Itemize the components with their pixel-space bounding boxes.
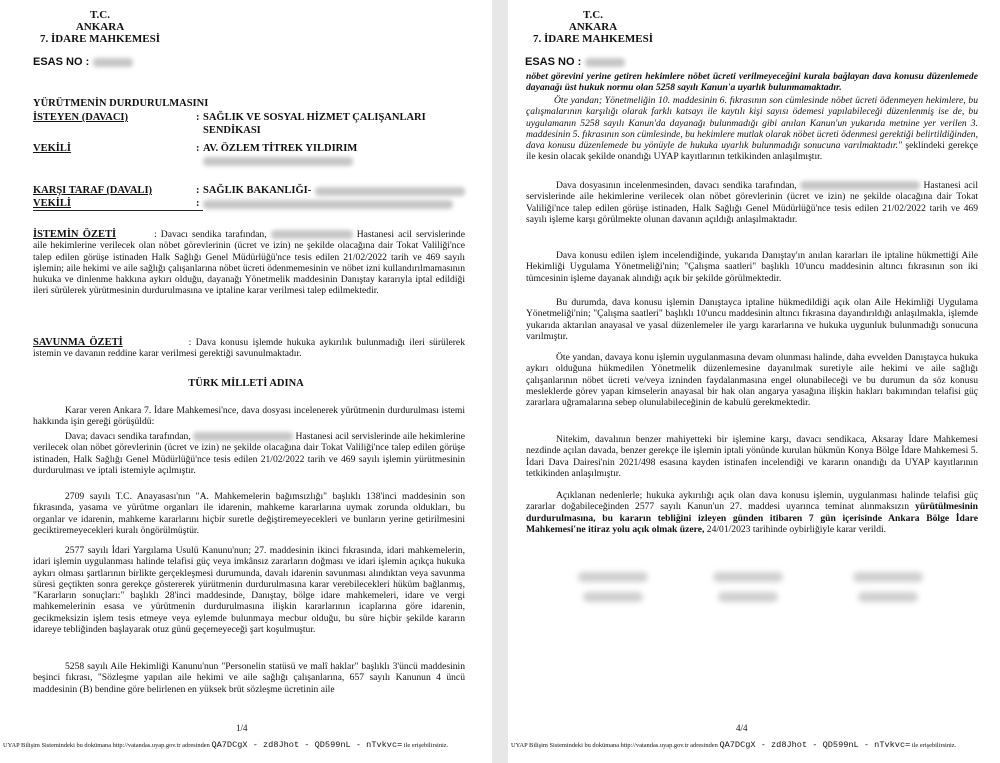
istem-text-rest: acil servislerinde aile hekimlerine verilecek olan nöbet görevlerinin (ücret ve izin) ne şekilde olacağına dair Tokat Valiliği'nce talep edilen görüşe istinaden Halk Sağlığı Genel Müdürlüğü'nce tesis edilen 21/02/2022 tarih ve 469 sayılı işlemin; aile hekimi ve aile sağlığı çalışanlarına nöbet ücreti ödenmemesinin ve nöbet izni kullandırılmamasının hukuka ve dinlenme hakkına aykırı olduğu, dayanağı Yönetmelik maddesinin Danıştay kararıyla iptal edildiği ileri sürülerek yürütmesinin durdurulmasına ve iptaline karar verilmesi talep edilmektedir.: [33, 229, 465, 297]
party-underline: [33, 210, 203, 211]
header-city: ANKARA: [75, 21, 125, 33]
p4-para-1-redacted: [800, 181, 920, 190]
header-court: 7. İDARE MAHKEMESİ: [39, 33, 161, 45]
esas-no-label: ESAS NO :: [33, 56, 90, 68]
p4-para-1a: Dava dosyasının incelenmesinden, davacı sendika tarafından,: [556, 180, 797, 191]
p4-para-1: [526, 180, 978, 225]
p4-para-5: Nitekim, davalının benzer mahiyetteki bir işlemine karşı, davacı sendikaca, Aksaray İdare Mahkemesi nezdinde açılan davada, benzer gerekçe ile işlemin iptali yönünde kurulan hükmün Konya Bölge İdare Mahkemesi 5. İdari Dava Dairesi'nin 2021/498 esasına kayden istinafen incelendiği ve kararın onandığı da UYAP kayıtlarının tetkikinden anlaşılmıştır.: [526, 434, 978, 479]
savunma-ozeti: [33, 337, 465, 360]
p4-para-6c: 24/01/2023 tarihinde oybirliğiyle karar verildi.: [706, 523, 887, 535]
p1-para-2b: Hastanesi acil servislerinde aile: [295, 431, 417, 442]
quote-tail: şeklindeki gerekçe ile kesin olacak şekilde onandığı UYAP kayıtlarının tetkikinden anlaşılmıştır.: [526, 140, 978, 163]
plaintiff-value-2: SENDİKASI: [203, 125, 261, 136]
p4-para-4: Öte yandan, davaya konu işlemin uygulanmasına devam olunması halinde, daha evvelden Danıştayca hukuka aykırı olduğuna hükmedilen Yönetmelik düzenlemesine dayanılmak suretiyle aile hekimi ve aile sağlığı çalışanlarının nöbet ücreti ve/veya izninden faydalanmasına engel olunabileceği ve bu durumun da söz konusu mesleklerde görev yapan kimselerin anayasal bir hak olan angarya yasağına ilişkin hakları bakımından telafisi güç zararlara uğramalarına sebep olunulabileceğinin de kabulü gerekmektedir.: [526, 352, 978, 409]
header-tc: T.C.: [583, 9, 603, 21]
header-block: [30, 9, 170, 45]
document-page-4: [508, 0, 1000, 763]
p4-para-1-rest: Hastanesi acil servislerinde aile hekimlerine verilecek olan nöbet görevlerinin (ücret ve izin) ne şekilde olacağına dair Tokat Valiliği'nce talep edilen görüşe istinaden, Halk Sağlığı Genel Müdürlüğü'nce tesis edilen 21/02/2022 tarih ve 469 sayılı işleme karşı görülmekte olunan davanın açıldığı anlaşılmaktadır.: [526, 180, 978, 225]
defendant-address-redacted: [315, 187, 465, 196]
esas-no-label: ESAS NO :: [525, 56, 582, 68]
p1-para-2-rest: hekimlerine verilecek olan nöbet görevlerinin (ücret ve izin) ne şekilde olacağına dair Tokat Valiliği'nce talep edilen görüşe istinaden, Halk Sağlığı Genel Müdürlüğü'nce tesis edilen 21/02/2022 tarih ve 469 sayılı işlemin yürütmesinin durdurulması ve iptali istemiyle açılmıştır.: [33, 431, 465, 476]
p1-para-1: Karar veren Ankara 7. İdare Mahkemesi'nce, dava dosyası incelenerek yürütmenin durdurulması istemi hakkında işin gereği görüşüldü:: [33, 405, 465, 428]
esas-no-redacted: [93, 58, 133, 67]
p1-para-2: [33, 431, 465, 476]
p4-para-6: [526, 490, 978, 535]
esas-no-redacted: [585, 58, 625, 67]
p1-para-4: 2577 sayılı İdari Yargılama Usulü Kanunu'nun; 27. maddesinin ikinci fıkrasında, idari mahkemelerin, idari işlemin uygulanması halinde telafisi güç veya imkânsız zararların doğması ve idari işlemin açıkça hukuka aykırı olması şartlarının birlikte gerçekleşmesi durumunda, davalı idarenin savunması alındıktan veya savunma süresi geçtikten sonra gerekçe göstererek yürütmenin durdurulmasına karar verebilecekleri hüküm bağlanmış, "Kararların sonuçları:" başlıklı 28'inci maddesinde, Danıştay, bölge idare mahkemeleri, idare ve vergi mahkemelerinin esasa ve yürütmenin durdurulmasına ilişkin kararlarının icaplarına göre idarenin, gecikmeksizin işlem tesis etmeye veya eylemde bulunmaya mecbur olduğu, bu süre hiçbir şekilde kararın idareye tebliğinden başlayarak otuz günü geçemeyeceği şart koşulmuştur.: [33, 545, 465, 636]
p4-para-6a: Açıklanan nedenlerle; hukuka aykırılığı açık olan dava konusu işlemin, uygulanması halinde telafisi güç zararlar doğabileceğinden 2577 sayılı Kanun'un 27. maddesi uyarınca teminat alınmaksızın: [526, 490, 978, 513]
p1-para-2a: Dava; davacı sendika tarafından,: [65, 431, 191, 442]
signature-redacted: [853, 572, 923, 582]
savunma-label: SAVUNMA ÖZETİ: [33, 337, 123, 348]
signature-redacted: [578, 572, 648, 582]
defendant-label: KARŞI TARAF (DAVALI): [33, 185, 153, 196]
signature-redacted: [718, 592, 778, 602]
plaintiff-value-1: SAĞLIK VE SOSYAL HİZMET ÇALIŞANLARI: [203, 112, 426, 123]
savunma-text: : Dava konusu işlemde hukuka aykırılık bulunmadığı ileri sürülerek istemin ve davanın reddine karar verilmesi gerektiği savunulmaktadır.: [33, 337, 465, 360]
lawyer-value: AV. ÖZLEM TİTREK YILDIRIM: [203, 143, 358, 154]
lawyer-label: VEKİLİ: [33, 143, 71, 154]
def-lawyer-colon: :: [196, 198, 200, 209]
footer-text: UYAP Bilişim Sistemindeki bu dokümana http://vatandas.uyap.gov.tr adresinden: [511, 742, 718, 749]
uyap-footer: [511, 740, 997, 750]
istem-ozeti: [33, 229, 465, 297]
p1-para-3: 2709 sayılı T.C. Anayasası'nın "A. Mahkemelerin bağımsızlığı" başlıklı 138'inci maddesinin son fıkrasında, yasama ve yürütme organları ile idarenin, mahkeme kararlarına uymak zorunda oldukları, bu organlar ve idarenin, mahkeme kararlarını hiçbir suretle değiştiremeyecekleri ve bunların yerine getirilmesini geciktiremeyecekleri kuralı öngörülmüştür.: [33, 491, 465, 536]
p4-para-3: Bu durumda, dava konusu işlemin Danıştayca iptaline hükmedildiği açık olan Aile Hekimliği Uygulama Yönetmeliği'nin; "Çalışma saatleri" başlıklı 10'uncu maddesinin altıncı fıkrasına dayandırıldığı anlaşılmakla, işlemde yukarıda aktarılan anayasal ve yasal düzenlemeler ile yargı kararlarına ve hukuka uygunluk bulunmadığı sonucuna varılmıştır.: [526, 297, 978, 342]
istem-label: İSTEMİN ÖZETİ: [33, 229, 117, 240]
signature-redacted: [858, 592, 918, 602]
footer-code: QA7DCgX - zd8Jhot - QD599nL - nTvkvc=: [211, 740, 403, 750]
plaintiff-label: İSTEYEN (DAVACI): [33, 112, 129, 123]
p1-para-5: 5258 sayılı Aile Hekimliği Kanunu'nun "Personelin statüsü ve malî haklar" başlıklı 3'üncü maddesinin beşinci fıkrası, "Sözleşme yapılan aile hekimi ve aile sağlığı çalışanlarına, 657 sayılı Kanunun 4 üncü maddesinin (B) bendine göre belirlenen en yüksek brüt sözleşme ücretinin aile: [33, 661, 465, 695]
p1-para-2-redacted: [193, 432, 293, 441]
page-number: 1/4: [236, 723, 248, 733]
quote-top: nöbet görevini yerine getiren hekimlere nöbet ücreti verilmeyeceğini kurala bağlayan dava konusu düzenlemede dayanağı üst hukuk normu olan 5258 sayılı Kanun'a uyarlık bulunmamaktadır.: [526, 71, 978, 94]
section-title: TÜRK MİLLETİ ADINA: [188, 378, 304, 389]
quote-body: Öte yandan; Yönetmeliğin 10. maddesinin 6. fıkrasının son cümlesinde nöbet ücreti ödenmeyen hekimlere, bu çalışmalarının karşılığı olarak farklı katsayı ile kaytılı kişi sayısı ödemesi yapılabileceği düzenlenmiş ise de, bu uygulamanın 5258 sayılı Kanun'da dayanağı bulunmadığı gibi anılan Kanun'un yukarıda metnine yer verilen 3. maddesinin 5. fıkrasının son cümlesinde, bu hekimlere mutlak olarak nöbet ücreti ödenmesi gerektiği belirtildiğinden, dava konusu düzenlemede bu yönüyle de hukuka uyarlık bulunmadığı sonucuna varılmaktadır.": [526, 95, 978, 152]
p4-para-6b: yürütülmesinin durdurulmasına, bu kararın tebliğini izleyen günden itibaren 7 gün içerisinde Ankara Bölge İdare Mahkemesi'ne itiraz yolu açık olmak üzere,: [526, 501, 978, 535]
plaintiff-colon: :: [196, 112, 200, 123]
quote-paragraph: [526, 95, 978, 163]
istem-text-b: Hastanesi: [356, 229, 395, 240]
page-number: 4/4: [736, 723, 748, 733]
defendant-colon: :: [196, 185, 200, 196]
document-page-1: [0, 0, 492, 763]
footer-code: QA7DCgX - zd8Jhot - QD599nL - nTvkvc=: [719, 740, 911, 750]
header-block: [523, 9, 663, 45]
footer-end: ile erişebilirsiniz.: [911, 742, 957, 749]
footer-end: ile erişebilirsiniz.: [403, 742, 449, 749]
defendant-value: SAĞLIK BAKANLIĞI-: [203, 185, 312, 196]
lawyer-address-redacted: [203, 157, 353, 166]
istem-hospital-redacted: [271, 230, 353, 239]
header-tc: T.C.: [90, 9, 110, 21]
header-city: ANKARA: [568, 21, 618, 33]
p4-para-2: Dava konusu edilen işlem incelendiğinde, yukarıda Danıştay'ın anılan kararları ile iptaline hükmettiği Aile Hekimliği Uygulama Yönetmeliği'nin; "Çalışma saatleri" başlıklı 10'uncu maddesinin altıncı fıkrasının son iki tümcesinin işleme dayanak alındığı açık bir şekilde görülmektedir.: [526, 250, 978, 284]
lawyer-colon: :: [196, 143, 200, 154]
signature-redacted: [713, 572, 783, 582]
uyap-footer: [3, 740, 489, 750]
def-lawyer-label: VEKİLİ: [33, 198, 71, 209]
header-court: 7. İDARE MAHKEMESİ: [532, 33, 654, 45]
footer-text: UYAP Bilişim Sistemindeki bu dokümana http://vatandas.uyap.gov.tr adresinden: [3, 742, 210, 749]
doc-title: YÜRÜTMENİN DURDURULMASINI: [33, 98, 209, 109]
istem-text-a: : Davacı sendika tarafından,: [154, 229, 267, 240]
signature-redacted: [583, 592, 643, 602]
def-lawyer-redacted: [203, 200, 453, 209]
